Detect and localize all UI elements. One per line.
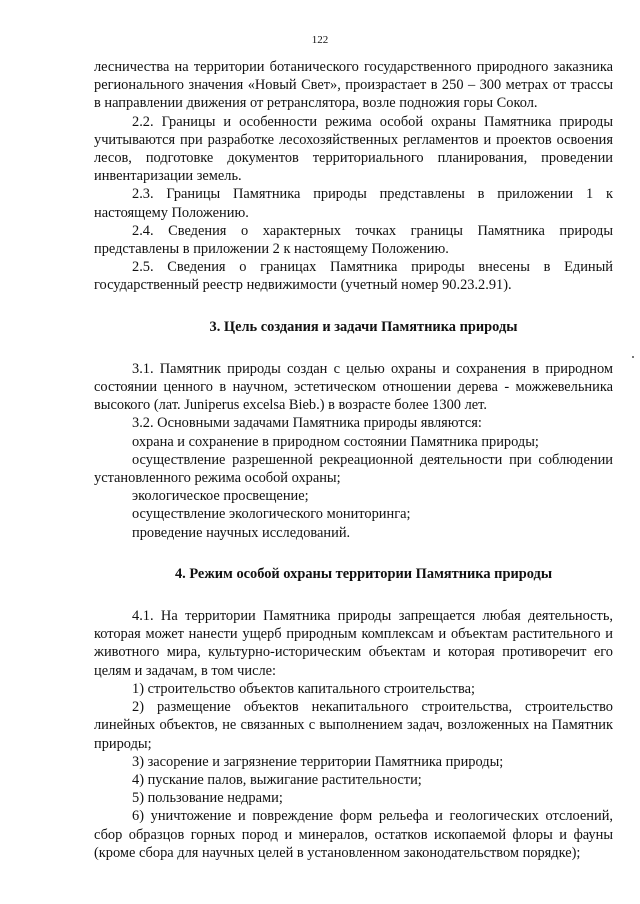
paragraph: лесничества на территории ботанического государственного природного заказника регионального значения «Новый Свет», произрастает в 250 – 300 метрах от трассы в направлении движения от ретранслятора, возле подножия горы Сокол. xyxy=(94,59,613,112)
paragraph: 5) пользование недрами; xyxy=(132,790,283,807)
paragraph: 6) уничтожение и повреждение форм рельефа и геологических отслоений, сбор образцов горных пород и минералов, остатков ископаемой флоры и фауны (кроме сбора для научных целей в установленном законодательством порядке); xyxy=(94,808,613,861)
paragraph: 3.2. Основными задачами Памятника природы являются: xyxy=(132,415,482,432)
paragraph: 2) размещение объектов некапитального строительства, строительство линейных объектов, не связанных с выполнением задач, возложенных на Памятник природы; xyxy=(94,699,613,752)
paragraph: 3) засорение и загрязнение территории Памятника природы; xyxy=(132,753,504,770)
paragraph: 2.2. Границы и особенности режима особой охраны Памятника природы учитываются при разработке лесохозяйственных регламентов и проектов освоения лесов, подготовке документов территориального планирования, проведении инвентаризации земель. xyxy=(94,113,613,185)
paragraph: 2.3. Границы Памятника природы представлены в приложении 1 к настоящему Положению. xyxy=(94,186,613,221)
paragraph: 4) пускание палов, выжигание растительности; xyxy=(132,771,422,788)
scan-artifact xyxy=(632,356,634,358)
section-heading: 4. Режим особой охраны территории Памятника природы xyxy=(174,565,553,582)
page-number: 122 xyxy=(311,34,329,46)
paragraph: 2.4. Сведения о характерных точках границы Памятника природы представлены в приложении 2 к настоящему Положению. xyxy=(94,222,613,258)
paragraph: экологическое просвещение; xyxy=(132,488,309,505)
paragraph: осуществление экологического мониторинга; xyxy=(132,506,411,523)
document-body xyxy=(94,58,613,862)
paragraph: 3.1. Памятник природы создан с целью охраны и сохранения в природном состоянии ценного в научном, эстетическом отношении дерева - можжевельника высокого (лат. Juniperus excelsa Bieb.) в возрасте более 1300 лет. xyxy=(94,360,613,414)
paragraph: 4.1. На территории Памятника природы запрещается любая деятельность, которая может нанести ущерб природным комплексам и объектам растительного и животного мира, культурно-историческим объектам и которая противоречит его целям и задачам, в том числе: xyxy=(94,608,613,679)
section-heading: 3. Цель создания и задачи Памятника природы xyxy=(209,318,518,335)
paragraph: проведение научных исследований. xyxy=(132,524,351,541)
paragraph: 2.5. Сведения о границах Памятника природы внесены в Единый государственный реестр недвижимости (учетный номер 90.23.2.91). xyxy=(94,259,613,294)
paragraph: осуществление разрешенной рекреационной деятельности при соблюдении установленного режима особой охраны; xyxy=(94,451,613,487)
paragraph: 1) строительство объектов капитального строительства; xyxy=(132,680,475,697)
paragraph: охрана и сохранение в природном состоянии Памятника природы; xyxy=(132,433,539,450)
